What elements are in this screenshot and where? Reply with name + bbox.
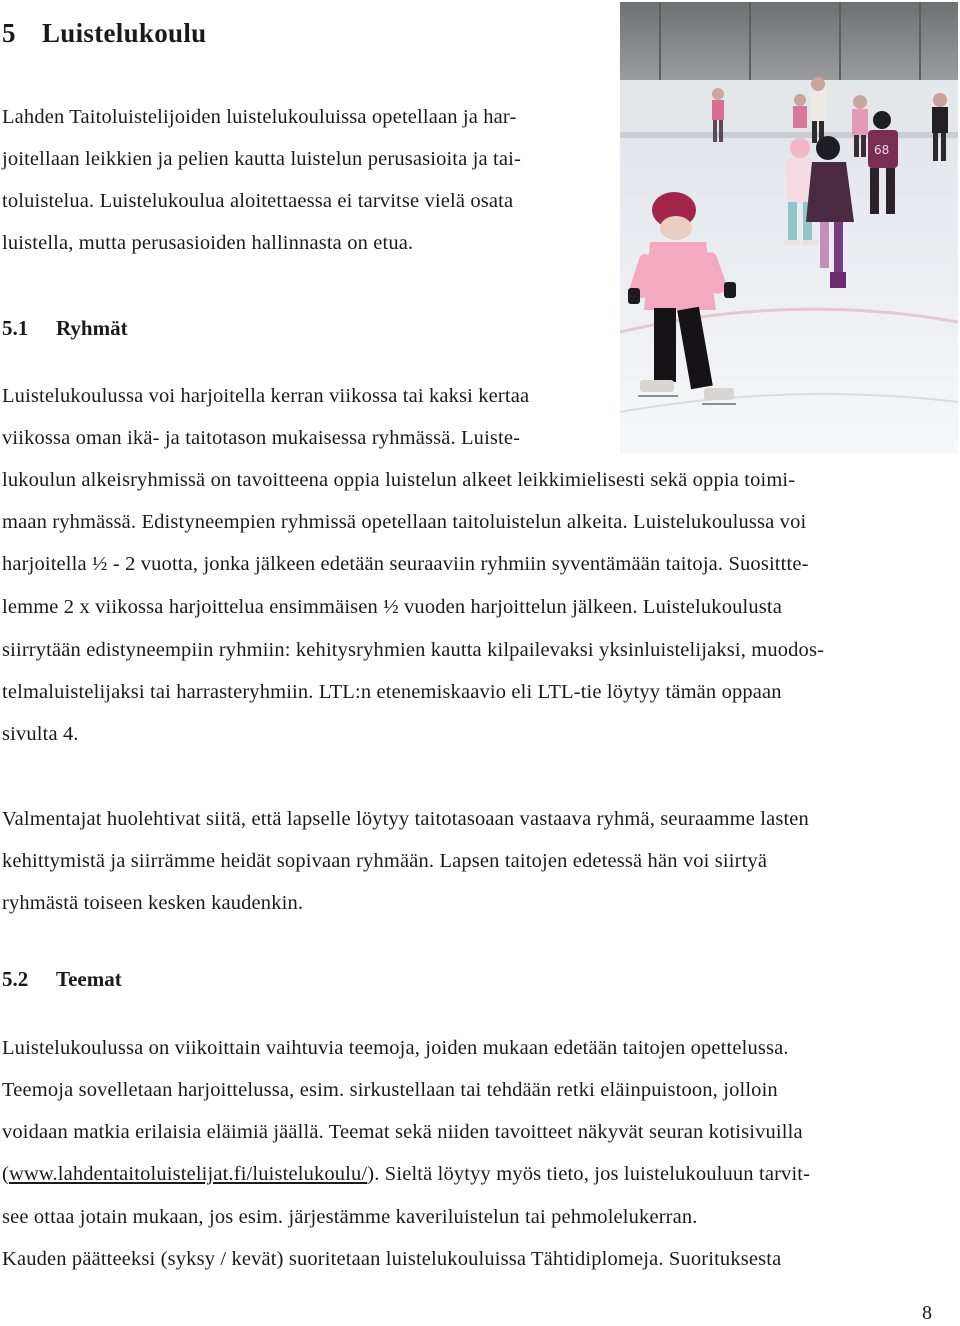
chapter-title: Luistelukoulu	[42, 18, 207, 48]
chapter-heading	[2, 18, 206, 49]
themes-line: Teemoja sovelletaan harjoittelussa, esim. sirkustellaan tai tehdään retki eläinpuistoon, jolloin	[2, 1079, 778, 1101]
themes-line: see ottaa jotain mukaan, jos esim. järjestämme kaveriluistelun tai pehmolelukerran.	[2, 1206, 698, 1228]
coaches-line: ryhmästä toiseen kesken kaudenkin.	[2, 892, 304, 914]
themes-line: Luistelukoulussa on viikoittain vaihtuvia teemoja, joiden mukaan edetään taitojen opettelussa.	[2, 1037, 789, 1059]
groups-line: sivulta 4.	[2, 723, 79, 745]
page-number: 8	[922, 1302, 932, 1324]
groups-line: siirrytään edistyneempiin ryhmiin: kehitysryhmien kautta kilpailevaksi yksinluistelijaksi, muodos-	[2, 639, 825, 661]
skating-rink-illustration	[620, 2, 958, 454]
groups-line: lemme 2 x viikossa harjoittelua ensimmäisen ½ vuoden harjoittelun jälkeen. Luistelukoulusta	[2, 596, 782, 618]
chapter-number: 5	[2, 18, 16, 48]
themes-line-rest: ). Sieltä löytyy myös tieto, jos luistelukouluun tarvit-	[367, 1163, 811, 1185]
themes-line: Kauden päätteeksi (syksy / kevät) suoritetaan luistelukouluissa Tähtidiplomeja. Suorituksesta	[2, 1248, 782, 1270]
groups-line: telmaluistelijaksi tai harrasteryhmiin. LTL:n etenemiskaavio eli LTL-tie löytyy tämän oppaan	[2, 681, 782, 703]
section-title: Ryhmät	[56, 316, 128, 340]
section-number: 5.1	[2, 316, 29, 340]
section-number: 5.2	[2, 967, 29, 991]
coaches-line: kehittymistä ja siirrämme heidät sopivaan ryhmään. Lapsen taitojen edetessä hän voi siirtyä	[2, 850, 768, 872]
themes-line	[2, 1153, 810, 1195]
intro-line: Lahden Taitoluistelijoiden luistelukouluissa opetellaan ja har-	[2, 106, 517, 128]
section-heading-groups	[2, 316, 128, 341]
club-website-link[interactable]: www.lahdentaitoluistelijat.fi/luistelukoulu/	[8, 1163, 368, 1185]
intro-line: joitellaan leikkien ja pelien kautta luistelun perusasioita ja tai-	[2, 148, 521, 170]
coaches-line: Valmentajat huolehtivat siitä, että lapselle löytyy taitotasoaan vastaava ryhmä, seuraamme lasten	[2, 808, 809, 830]
intro-line: toluistelua. Luistelukoulua aloitettaessa ei tarvitse vielä osata	[2, 190, 514, 212]
themes-line: voidaan matkia erilaisia eläimiä jäällä. Teemat sekä niiden tavoitteet näkyvät seuran kotisivuilla	[2, 1121, 803, 1143]
section-heading-themes	[2, 967, 122, 992]
skating-children-photo	[620, 2, 958, 454]
groups-line: lukoulun alkeisryhmissä on tavoitteena oppia luistelun alkeet leikkimielisesti sekä oppia toimi-	[2, 469, 796, 491]
groups-line: Luistelukoulussa voi harjoitella kerran viikossa tai kaksi kertaa	[2, 385, 530, 407]
paren-open: (	[2, 1163, 9, 1185]
intro-line: luistella, mutta perusasioiden hallinnasta on etua.	[2, 232, 414, 254]
svg-text:68: 68	[874, 143, 890, 157]
section-title: Teemat	[56, 967, 122, 991]
groups-line: harjoitella ½ - 2 vuotta, jonka jälkeen edetään seuraaviin ryhmiin syventämään taitoja. Suosittte-	[2, 553, 809, 575]
groups-line: viikossa oman ikä- ja taitotason mukaisessa ryhmässä. Luiste-	[2, 427, 521, 449]
groups-line: maan ryhmässä. Edistyneempien ryhmissä opetellaan taitoluistelun alkeita. Luistelukoulussa voi	[2, 511, 807, 533]
